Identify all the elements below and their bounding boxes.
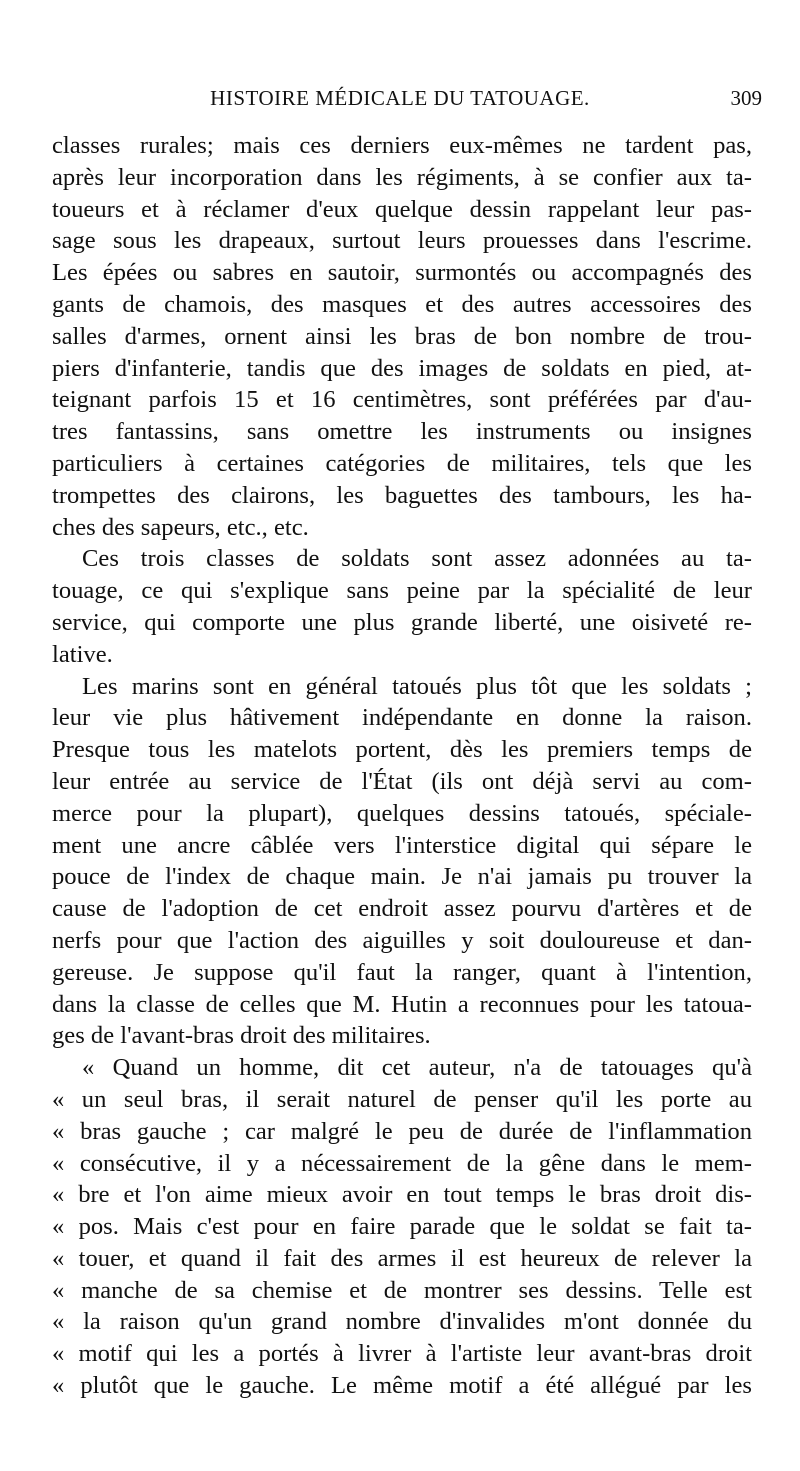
text-line: gants de chamois, des masques et des autres accessoires des — [52, 290, 752, 318]
text-line: particuliers à certaines catégories de militaires, tels que les — [52, 449, 752, 477]
text-line: sage sous les drapeaux, surtout leurs prouesses dans l'escrime. — [52, 227, 752, 255]
running-title: HISTOIRE MÉDICALE DU TATOUAGE. — [210, 86, 590, 110]
text-line: service, qui comporte une plus grande liberté, une oisiveté re- — [52, 608, 752, 636]
text-line: « bras gauche ; car malgré le peu de durée de l'inflammation — [52, 1117, 752, 1145]
text-line: cause de l'adoption de cet endroit assez pourvu d'artères et de — [52, 895, 752, 923]
text-line: piers d'infanterie, tandis que des images de soldats en pied, at- — [52, 354, 752, 382]
text-line: tres fantassins, sans omettre les instruments ou insignes — [52, 418, 752, 446]
text-line: « un seul bras, il serait naturel de penser qu'il les porte au — [52, 1085, 752, 1113]
text-line: dans la classe de celles que M. Hutin a reconnues pour les tatoua- — [52, 990, 752, 1018]
text-line: ches des sapeurs, etc., etc. — [52, 513, 309, 541]
text-line: « pos. Mais c'est pour en faire parade que le soldat se fait ta- — [52, 1213, 752, 1241]
text-line: « Quand un homme, dit cet auteur, n'a de tatouages qu'à — [82, 1054, 752, 1082]
text-line: Ces trois classes de soldats sont assez adonnées au ta- — [82, 545, 752, 573]
text-line: « manche de sa chemise et de montrer ses dessins. Telle est — [52, 1276, 752, 1304]
body-text — [52, 130, 752, 1402]
text-line: Les marins sont en général tatoués plus tôt que les soldats ; — [82, 672, 752, 700]
text-line: Les épées ou sabres en sautoir, surmontés ou accompagnés des — [52, 259, 752, 287]
text-line: nerfs pour que l'action des aiguilles y soit douloureuse et dan- — [52, 926, 752, 954]
text-line: ges de l'avant-bras droit des militaires. — [52, 1022, 431, 1050]
text-line: merce pour la plupart), quelques dessins tatoués, spéciale- — [52, 799, 752, 827]
text-line: « bre et l'on aime mieux avoir en tout temps le bras droit dis- — [52, 1181, 752, 1209]
text-line: « consécutive, il y a nécessairement de la gêne dans le mem- — [52, 1149, 752, 1177]
text-line: classes rurales; mais ces derniers eux-mêmes ne tardent pas, — [52, 132, 752, 159]
text-line: teignant parfois 15 et 16 centimètres, sont préférées par d'au- — [52, 386, 752, 414]
text-line: « touer, et quand il fait des armes il est heureux de relever la — [52, 1244, 752, 1272]
text-line: ment une ancre câblée vers l'interstice digital qui sépare le — [52, 831, 752, 859]
text-line: leur vie plus hâtivement indépendante en donne la raison. — [52, 704, 752, 732]
text-line: touage, ce qui s'explique sans peine par la spécialité de leur — [52, 577, 752, 605]
text-line: salles d'armes, ornent ainsi les bras de bon nombre de trou- — [52, 322, 752, 350]
text-line: gereuse. Je suppose qu'il faut la ranger, quant à l'intention, — [52, 958, 752, 986]
text-line: Presque tous les matelots portent, dès les premiers temps de — [52, 736, 752, 764]
text-line: pouce de l'index de chaque main. Je n'ai jamais pu trouver la — [52, 863, 752, 891]
text-line: « la raison qu'un grand nombre d'invalides m'ont donnée du — [52, 1308, 752, 1336]
text-line: lative. — [52, 640, 113, 668]
text-line: « plutôt que le gauche. Le même motif a été allégué par les — [52, 1372, 752, 1400]
running-head — [30, 86, 770, 122]
text-line: toueurs et à réclamer d'eux quelque dessin rappelant leur pas- — [52, 195, 752, 223]
text-line: leur entrée au service de l'État (ils ont déjà servi au com- — [52, 767, 752, 795]
text-line: après leur incorporation dans les régiments, à se confier aux ta- — [52, 163, 752, 191]
page-number: 309 — [730, 86, 762, 110]
text-line: « motif qui les a portés à livrer à l'artiste leur avant-bras droit — [52, 1340, 752, 1368]
text-line: trompettes des clairons, les baguettes des tambours, les ha- — [52, 481, 752, 509]
